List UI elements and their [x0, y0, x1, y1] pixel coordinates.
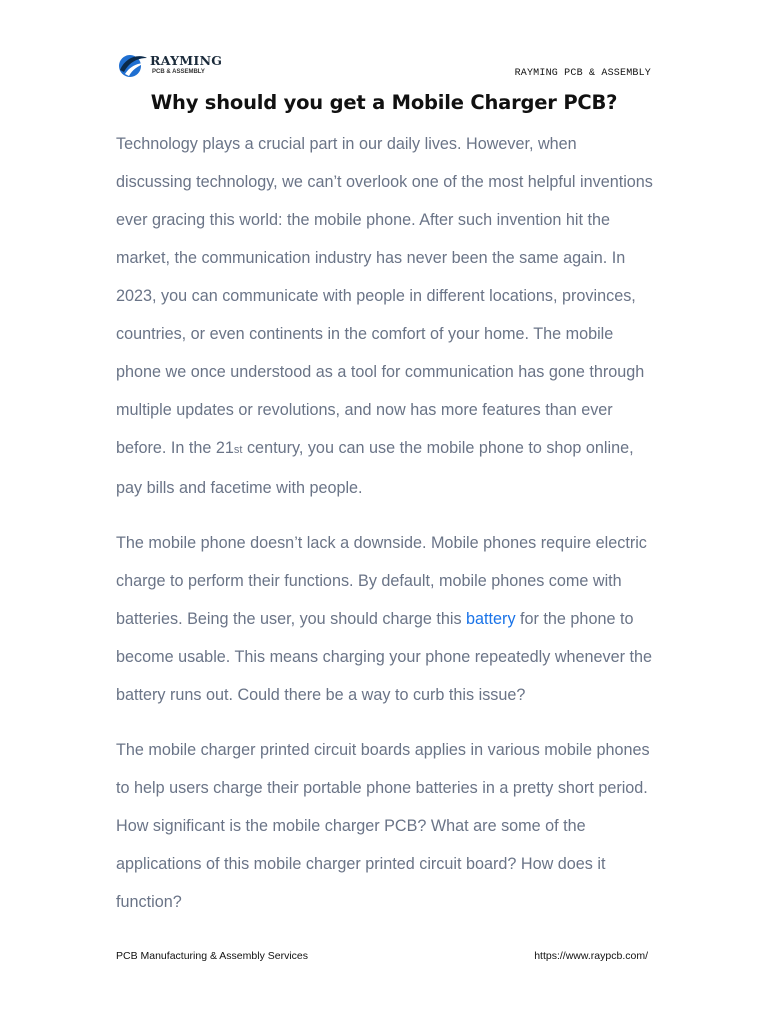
header-company-name: RAYMING PCB & ASSEMBLY — [514, 68, 651, 79]
paragraph-1-text-cont: century, you can use the mobile phone to shop online, pay bills and facetime with people. — [116, 439, 634, 497]
paragraph-3 — [116, 731, 656, 921]
paragraph-2 — [116, 524, 656, 714]
paragraph-2-text: The mobile phone doesn’t lack a downside. Mobile phones require electric charge to perform their functions. By default, mobile phones come with batteries. Being the user, you should charge this — [116, 534, 647, 628]
paragraph-1-text: Technology plays a crucial part in our daily lives. However, when discussing technology, we can’t overlook one of the most helpful inventions ever gracing this world: the mobile phone. After such invention hit the market, the communication industry has never been the same again. In 2023, you can communicate with people in different locations, provinces, countries, or even continents in the comfort of your home. The mobile phone we once understood as a tool for communication has gone through multiple updates or revolutions, and now has more features than ever before. In the 21 — [116, 135, 653, 457]
paragraph-2-text-cont: for the phone to become usable. This means charging your phone repeatedly whenever the battery runs out. Could there be a way to curb this issue? — [116, 610, 653, 704]
rayming-logo-icon — [116, 50, 148, 80]
article-body — [116, 125, 656, 921]
paragraph-1 — [116, 125, 656, 507]
footer-services: PCB Manufacturing & Assembly Services — [116, 950, 308, 962]
page-title: Why should you get a Mobile Charger PCB? — [150, 91, 618, 114]
logo-name: RAYMING — [150, 52, 223, 68]
footer-url: https://www.raypcb.com/ — [534, 950, 648, 962]
battery-link[interactable]: battery — [466, 610, 516, 628]
rayming-logo — [116, 50, 222, 80]
paragraph-3-text: The mobile charger printed circuit boards applies in various mobile phones to help users charge their portable phone batteries in a pretty short period. How significant is the mobile charger PCB? What are some of the applications of this mobile charger printed circuit board? How does it function? — [116, 741, 650, 911]
logo-subtitle: PCB & ASSEMBLY — [152, 69, 205, 76]
ordinal-suffix: st — [233, 444, 243, 456]
